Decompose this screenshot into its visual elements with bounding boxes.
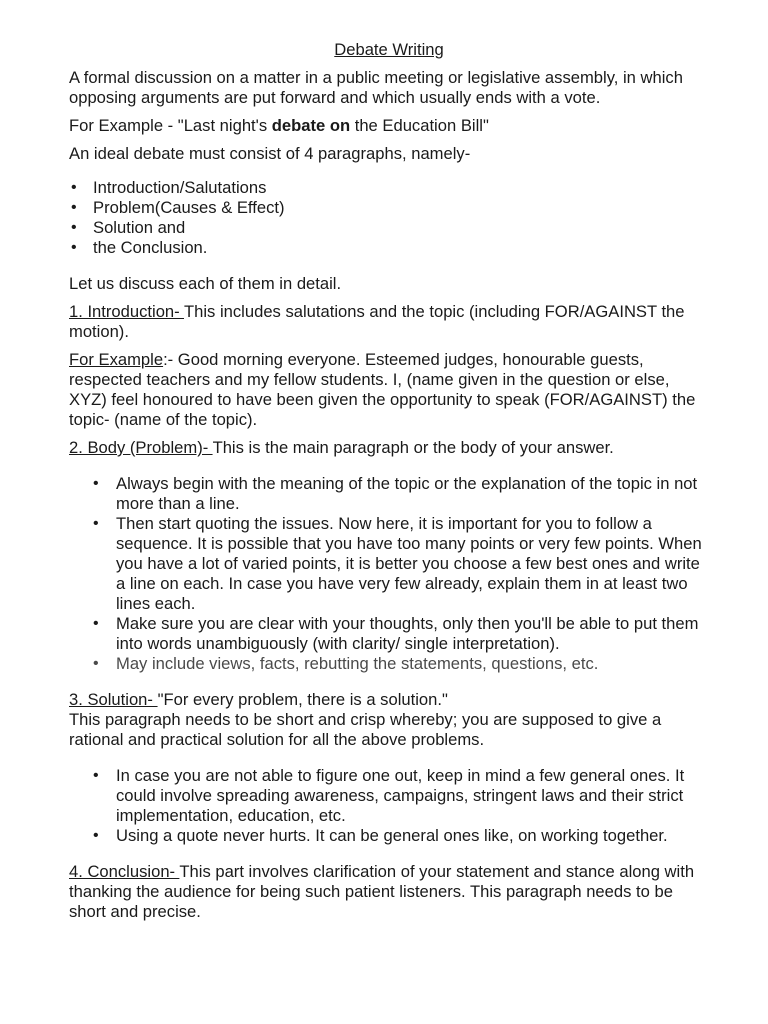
example-pre: For Example - "Last night's — [69, 116, 272, 135]
list-item: • Using a quote never hurts. It can be general ones like, on working together. — [69, 826, 709, 846]
document-title: Debate Writing — [334, 40, 444, 59]
list-item: • Always begin with the meaning of the topic or the explanation of the topic in not more than a line. — [69, 474, 709, 514]
ideal-line: An ideal debate must consist of 4 paragraphs, namely- — [69, 144, 471, 163]
conclusion-heading: 4. Conclusion- — [69, 862, 180, 881]
example-post: the Education Bill" — [350, 116, 489, 135]
introduction-paragraph — [69, 302, 709, 342]
solution-quote: "For every problem, there is a solution." — [157, 690, 448, 709]
list-item: • Then start quoting the issues. Now here, it is important for you to follow a sequence. It is possible that you have too many points or very few points. When you have a lot of varied points, it is better you choose a few best ones and write a line on each. In case you have very few already, explain them in at least two lines each. — [69, 514, 709, 614]
list-item: • the Conclusion. — [69, 238, 709, 258]
example-label: For Example — [69, 350, 164, 369]
list-item: • Make sure you are clear with your thoughts, only then you'll be able to put them into words unambiguously (with clarity/ single interpretation). — [69, 614, 709, 654]
document-page — [69, 40, 709, 922]
example-text: :- Good morning everyone. Esteemed judges, honourable guests, respected teachers and my fellow students. I, (name given in the question or else, XYZ) feel honoured to have been given the opportunity to speak (FOR/AGAINST) the topic- (name of the topic). — [69, 350, 696, 429]
solution-text: This paragraph needs to be short and crisp whereby; you are supposed to give a rational and practical solution for all the above problems. — [69, 710, 662, 749]
body-points-list — [69, 474, 709, 674]
body-text: This is the main paragraph or the body of your answer. — [212, 438, 614, 457]
body-paragraph — [69, 438, 709, 458]
introduction-heading: 1. Introduction- — [69, 302, 184, 321]
parts-list — [69, 178, 709, 258]
conclusion-paragraph — [69, 862, 709, 922]
list-item: • Solution and — [69, 218, 709, 238]
solution-paragraph — [69, 690, 709, 750]
example-bold: debate on — [271, 116, 351, 135]
solution-points-list — [69, 766, 709, 846]
introduction-example — [69, 350, 709, 430]
discuss-line: Let us discuss each of them in detail. — [69, 274, 342, 293]
definition-paragraph: A formal discussion on a matter in a public meeting or legislative assembly, in which opposing arguments are put forward and which usually ends with a vote. — [69, 68, 683, 107]
example-line — [69, 116, 709, 136]
list-item: • Introduction/Salutations — [69, 178, 709, 198]
body-heading: 2. Body (Problem)- — [69, 438, 213, 457]
conclusion-text: This part involves clarification of your statement and stance along with thanking the audience for being such patient listeners. This paragraph needs to be short and precise. — [69, 862, 695, 921]
list-item: • In case you are not able to figure one out, keep in mind a few general ones. It could involve spreading awareness, campaigns, stringent laws and their strict implementation, education, etc. — [69, 766, 709, 826]
list-item: • May include views, facts, rebutting the statements, questions, etc. — [69, 654, 709, 674]
list-item: • Problem(Causes & Effect) — [69, 198, 709, 218]
introduction-text: This includes salutations and the topic (including FOR/AGAINST the motion). — [69, 302, 685, 341]
solution-heading: 3. Solution- — [69, 690, 158, 709]
